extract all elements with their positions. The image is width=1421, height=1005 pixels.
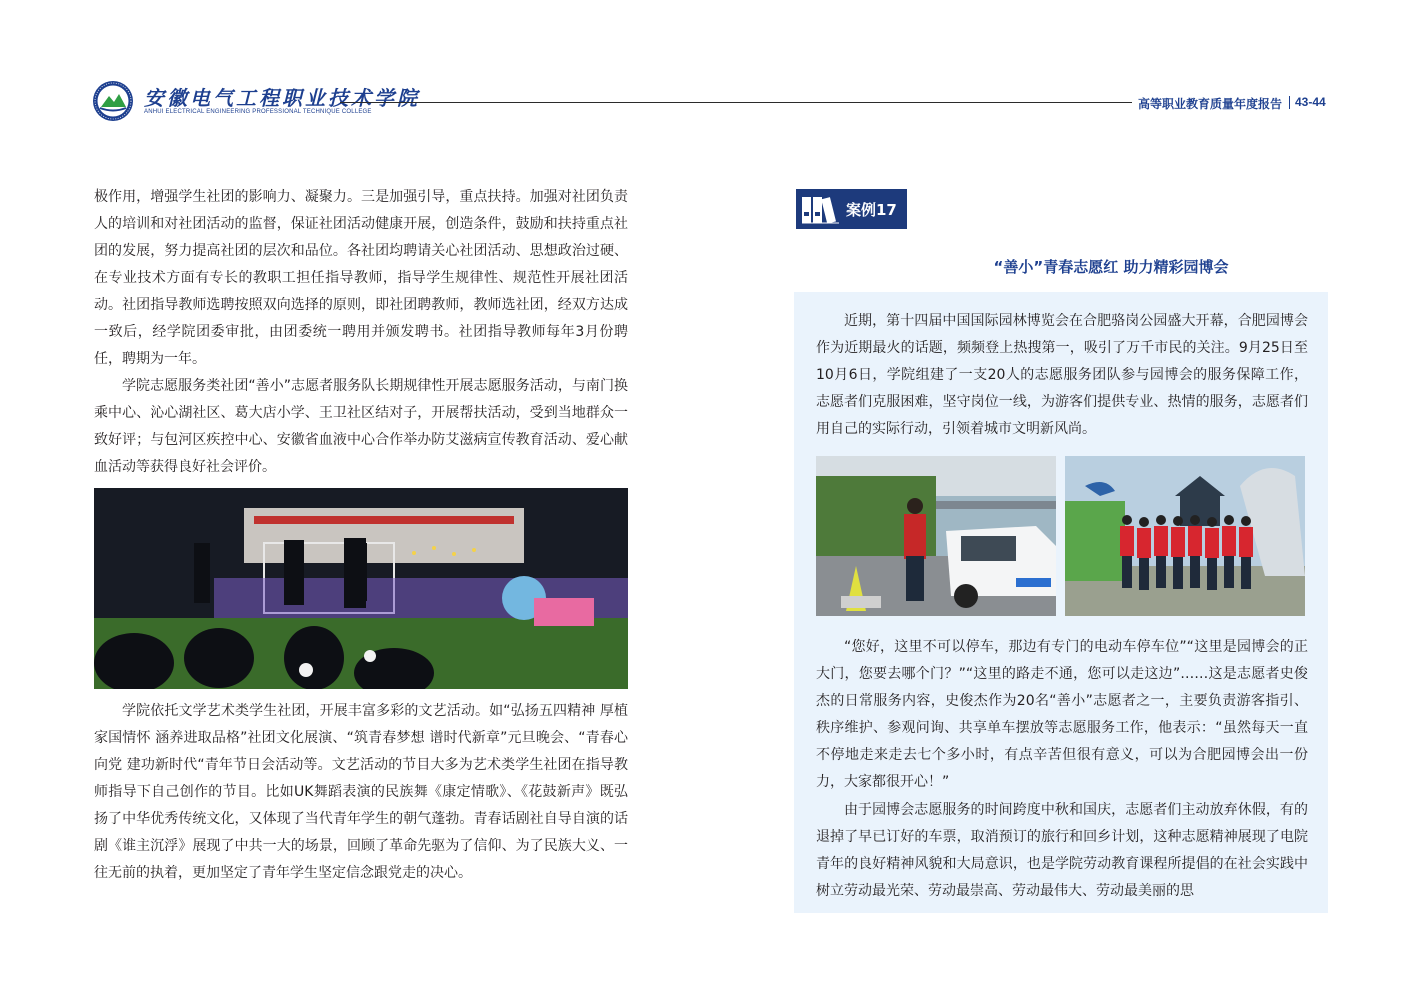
page-header [0, 0, 1421, 130]
school-name-english: ANHUI ELECTRICAL ENGINEERING PROFESSIONAL TECHNIQUE COLLEGE [144, 109, 372, 115]
page-numbers: 43-44 [1295, 95, 1326, 109]
case-title: “善小”青春志愿红 助力精彩园博会 [993, 258, 1229, 276]
school-logo-icon [92, 80, 134, 122]
case-badge [796, 189, 907, 229]
school-name: 安徽电气工程职业技术学院 [144, 86, 420, 110]
case-paragraph-2: “您好，这里不可以停车，那边有专门的电动车停车位”“这里是园博会的正大门，您要去哪个门？”“这里的路走不通，您可以走这边”……这是志愿者史俊杰的日常服务内容，史俊杰作为20名“善小”志愿者之一，主要负责游客指引、秩序维护、参观问询、共享单车摆放等志愿服务工作，他表示：“虽然每天一直不停地走来走去七个多小时，有点辛苦但很有意义，可以为合肥园博会出一份力，大家都很开心！” [816, 639, 1308, 790]
case-paragraph-3: 由于园博会志愿服务的时间跨度中秋和国庆，志愿者们主动放弃休假，有的退掉了早已订好的车票，取消预订的旅行和回乡计划，这种志愿精神展现了电院青年的良好精神风貌和大局意识，也是学院劳动教育课程所提倡的在社会实践中树立劳动最光荣、劳动最崇高、劳动最伟大、劳动最美丽的思 [816, 802, 1308, 899]
concert-photo [94, 488, 628, 689]
case-number: 案例17 [846, 201, 897, 219]
left-paragraph-1: 极作用，增强学生社团的影响力、凝聚力。三是加强引导，重点扶持。加强对社团负责人的培训和对社团活动的监督，保证社团活动健康开展，创造条件，鼓励和扶持重点社团的发展，努力提高社团的层次和品位。各社团均聘请关心社团活动、思想政治过硬、在专业技术方面有专长的教职工担任指导教师，指导学生规律性、规范性开展社团活动。社团指导教师选聘按照双向选择的原则，即社团聘教师，教师选社团，经双方达成一致后，经学院团委审批，由团委统一聘用并颁发聘书。社团指导教师每年3月份聘任，聘期为一年。 [94, 189, 628, 367]
report-title: 高等职业教育质量年度报告 [1138, 97, 1283, 111]
volunteer-car-photo [816, 456, 1056, 616]
left-paragraph-2: 学院志愿服务类社团“善小”志愿者服务队长期规律性开展志愿服务活动，与南门换乘中心、沁心湖社区、葛大店小学、王卫社区结对子，开展帮扶活动，受到当地群众一致好评；与包河区疾控中心、安徽省血液中心合作举办防艾滋病宣传教育活动、爱心献血活动等获得良好社会评价。 [94, 378, 628, 475]
volunteer-group-photo [1065, 456, 1305, 616]
header-rule [340, 102, 1132, 103]
left-paragraph-3: 学院依托文学艺术类学生社团，开展丰富多彩的文艺活动。如“弘扬五四精神 厚植家国情怀 涵养进取品格”社团文化展演、“筑青春梦想 谱时代新章”元旦晚会、“青春心向党 建功新时代“青年节日会活动等。文艺活动的节目大多为艺术类学生社团在指导教师指导下自己创作的节目。比如UK舞蹈表演的民族舞《康定情歌》、《花鼓新声》既弘扬了中华优秀传统文化，又体现了当代青年学生的朝气蓬勃。青春话剧社自导自演的话剧《谁主沉浮》展现了中共一大的场景，回顾了革命先驱为了信仰、为了民族大义、一往无前的执着，更加坚定了青年学生坚定信念跟党走的决心。 [94, 703, 628, 881]
books-icon [801, 194, 841, 224]
case-paragraph-1: 近期，第十四届中国国际园林博览会在合肥骆岗公园盛大开幕，合肥园博会作为近期最火的话题，频频登上热搜第一，吸引了万千市民的关注。9月25日至10月6日，学院组建了一支20人的志愿服务团队参与园博会的服务保障工作，志愿者们克服困难，坚守岗位一线，为游客们提供专业、热情的服务，志愿者们用自己的实际行动，引领着城市文明新风尚。 [816, 313, 1308, 437]
header-separator [1289, 96, 1290, 109]
